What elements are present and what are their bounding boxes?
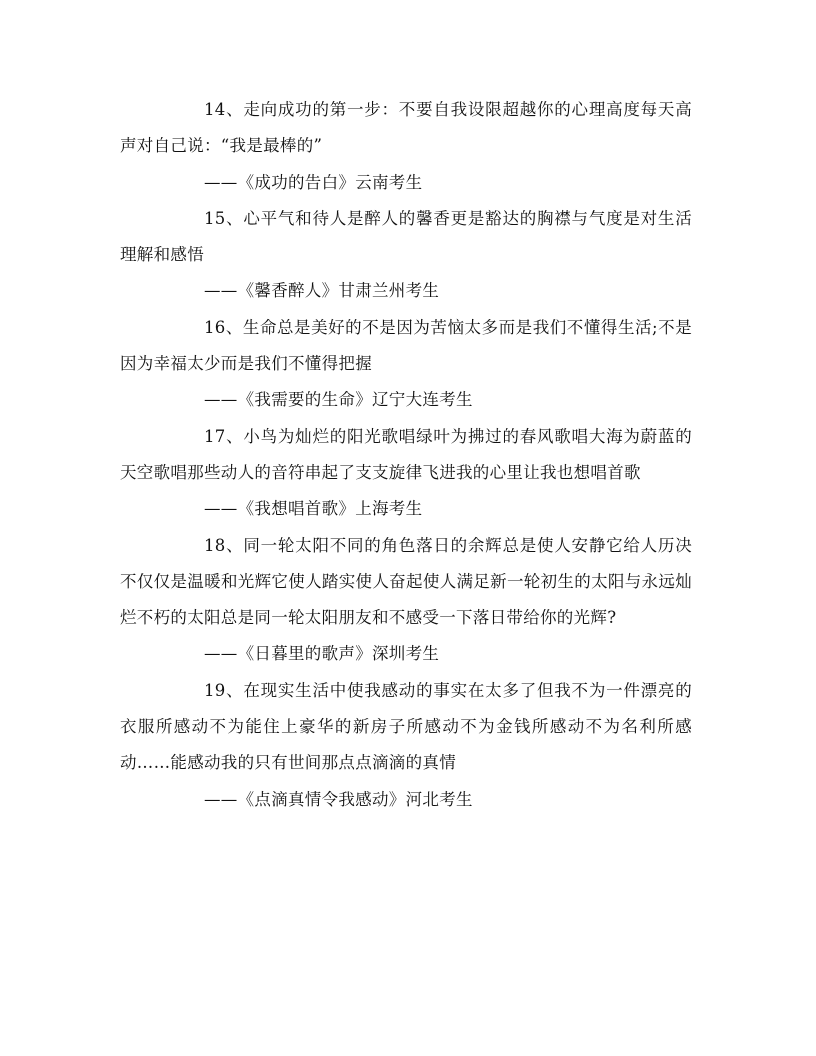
document-body	[120, 92, 692, 818]
quote-source-19: ——《点滴真情令我感动》河北考生	[204, 789, 473, 809]
quote-paragraph-19: 19、在现实生活中使我感动的事实在太多了但我不为一件漂亮的衣服所感动不为能住上豪华的新房子所感动不为金钱所感动不为名利所感动……能感动我的只有世间那点点滴滴的真情	[120, 680, 692, 773]
quote-paragraph-16: 16、生命总是美好的不是因为苦恼太多而是我们不懂得生活;不是因为幸福太少而是我们不懂得把握	[120, 317, 692, 374]
quote-source-17: ——《我想唱首歌》上海考生	[204, 499, 423, 519]
quote-source-16: ——《我需要的生命》辽宁大连考生	[204, 390, 473, 410]
quote-paragraph-18: 18、同一轮太阳不同的角色落日的余辉总是使人安静它给人历决不仅仅是温暖和光辉它使人踏实使人奋起使人满足新一轮初生的太阳与永远灿烂不朽的太阳总是同一轮太阳朋友和不感受一下落日带给你的光辉?	[120, 535, 692, 628]
quote-source-18: ——《日暮里的歌声》深圳考生	[204, 644, 440, 664]
quote-source-15: ——《馨香醉人》甘肃兰州考生	[204, 281, 440, 301]
quote-paragraph-17: 17、小鸟为灿烂的阳光歌唱绿叶为拂过的春风歌唱大海为蔚蓝的天空歌唱那些动人的音符串起了支支旋律飞进我的心里让我也想唱首歌	[120, 426, 692, 482]
quote-source-14: ——《成功的告白》云南考生	[204, 172, 423, 192]
quote-paragraph-15: 15、心平气和待人是醉人的馨香更是豁达的胸襟与气度是对生活理解和感悟	[120, 208, 692, 265]
quote-paragraph-14: 14、走向成功的第一步：不要自我设限超越你的心理高度每天高声对自己说：“我是最棒的”	[120, 100, 692, 156]
